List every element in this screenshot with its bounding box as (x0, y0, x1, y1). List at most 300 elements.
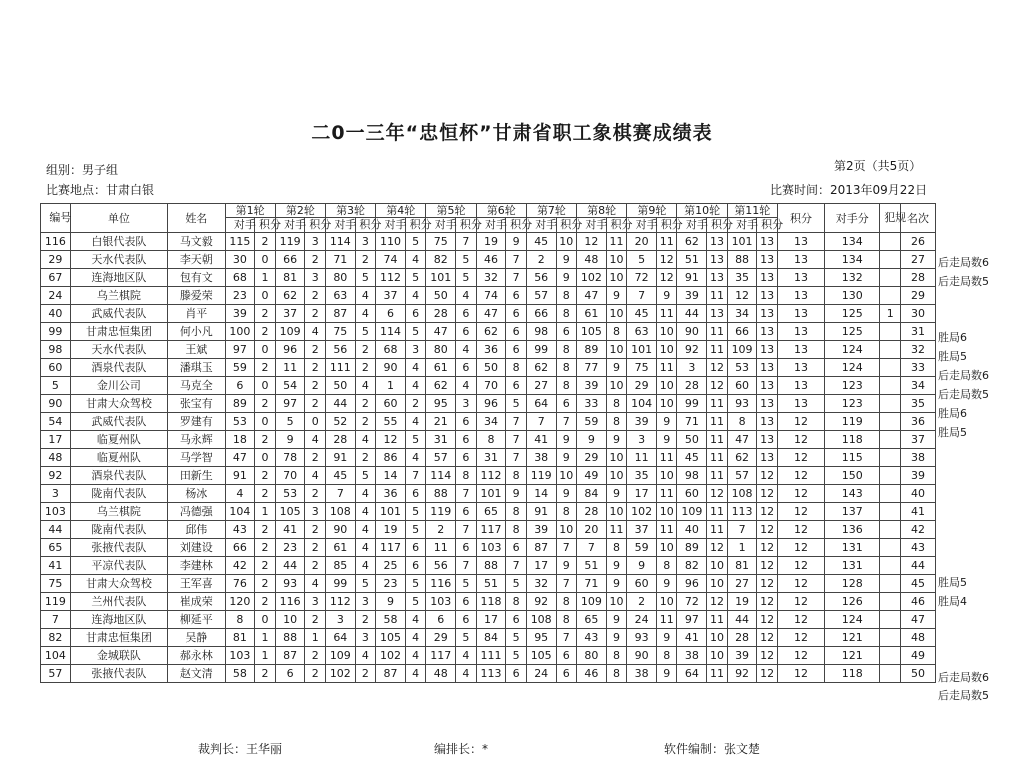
table-row (41, 395, 936, 413)
team-name: 酒泉代表队 (70, 359, 167, 377)
round-1-opponent: 100 (225, 323, 255, 341)
round-3-opponent: 7 (325, 485, 355, 503)
round-10-points: 11 (707, 467, 728, 485)
round-10-opponent: 3 (677, 359, 707, 377)
header-round-2: 第2轮 (275, 204, 325, 218)
remark: 胜局4 (938, 595, 967, 609)
header-no: 编号 (41, 204, 71, 233)
round-8-points: 8 (606, 323, 627, 341)
total-score: 12 (777, 557, 824, 575)
round-4-points: 4 (405, 287, 426, 305)
round-3-opponent: 3 (325, 611, 355, 629)
round-4-opponent: 105 (376, 629, 406, 647)
round-2-points: 2 (305, 647, 326, 665)
rank: 47 (900, 611, 935, 629)
round-7-points: 10 (556, 467, 577, 485)
foul-count (880, 287, 901, 305)
team-name: 张掖代表队 (70, 539, 167, 557)
round-10-points: 11 (707, 287, 728, 305)
round-9-points: 10 (656, 467, 677, 485)
remark: 胜局6 (938, 331, 967, 345)
round-1-points: 0 (255, 251, 276, 269)
header-round-10: 第10轮 (677, 204, 727, 218)
round-6-opponent: 19 (476, 233, 506, 251)
header-points: 积分 (305, 218, 326, 233)
round-6-opponent: 70 (476, 377, 506, 395)
round-10-points: 13 (707, 233, 728, 251)
total-score: 13 (777, 395, 824, 413)
round-1-opponent: 42 (225, 557, 255, 575)
round-6-opponent: 88 (476, 557, 506, 575)
round-3-opponent: 91 (325, 449, 355, 467)
round-7-opponent: 17 (526, 557, 556, 575)
round-8-points: 8 (606, 539, 627, 557)
rank: 29 (900, 287, 935, 305)
round-2-points: 2 (305, 305, 326, 323)
round-8-points: 9 (606, 431, 627, 449)
round-8-points: 8 (606, 413, 627, 431)
team-name: 连海地区队 (70, 611, 167, 629)
round-3-opponent: 71 (325, 251, 355, 269)
round-7-opponent: 56 (526, 269, 556, 287)
round-11-opponent: 88 (727, 251, 757, 269)
opponent-score: 131 (825, 557, 880, 575)
round-8-opponent: 61 (577, 305, 607, 323)
table-row (41, 341, 936, 359)
round-5-points: 4 (456, 377, 477, 395)
round-9-points: 10 (656, 323, 677, 341)
player-number: 57 (41, 665, 71, 683)
round-1-points: 2 (255, 467, 276, 485)
round-5-points: 5 (456, 629, 477, 647)
foul-count (880, 539, 901, 557)
team-name: 金川公司 (70, 377, 167, 395)
round-9-points: 12 (656, 251, 677, 269)
remark (938, 556, 1024, 575)
player-name: 冯德强 (168, 503, 225, 521)
round-7-points: 8 (556, 611, 577, 629)
round-5-points: 6 (456, 593, 477, 611)
foul-count (880, 395, 901, 413)
round-8-points: 10 (606, 341, 627, 359)
round-11-points: 12 (757, 665, 778, 683)
player-number: 104 (41, 647, 71, 665)
round-4-opponent: 55 (376, 413, 406, 431)
round-11-opponent: 8 (727, 413, 757, 431)
round-9-points: 9 (656, 287, 677, 305)
round-2-opponent: 81 (275, 269, 305, 287)
round-7-opponent: 24 (526, 665, 556, 683)
round-1-opponent: 104 (225, 503, 255, 521)
round-10-points: 12 (707, 377, 728, 395)
opponent-score: 126 (825, 593, 880, 611)
round-4-points: 6 (405, 539, 426, 557)
round-8-opponent: 7 (577, 539, 607, 557)
foul-count (880, 467, 901, 485)
round-8-points: 11 (606, 233, 627, 251)
round-10-points: 10 (707, 629, 728, 647)
rank: 33 (900, 359, 935, 377)
round-10-points: 11 (707, 665, 728, 683)
player-number: 3 (41, 485, 71, 503)
round-6-points: 6 (506, 665, 527, 683)
round-4-points: 5 (405, 269, 426, 287)
round-7-points: 6 (556, 665, 577, 683)
total-score: 12 (777, 413, 824, 431)
round-7-points: 7 (556, 413, 577, 431)
player-name: 郝永林 (168, 647, 225, 665)
round-9-opponent: 38 (627, 665, 657, 683)
round-6-points: 6 (506, 611, 527, 629)
round-9-points: 9 (656, 629, 677, 647)
round-4-points: 4 (405, 359, 426, 377)
round-1-points: 2 (255, 593, 276, 611)
round-1-opponent: 115 (225, 233, 255, 251)
round-9-opponent: 45 (627, 305, 657, 323)
round-10-opponent: 97 (677, 611, 707, 629)
opponent-score: 124 (825, 341, 880, 359)
opponent-score: 123 (825, 377, 880, 395)
rank: 49 (900, 647, 935, 665)
round-3-opponent: 28 (325, 431, 355, 449)
round-2-opponent: 53 (275, 485, 305, 503)
round-10-opponent: 39 (677, 287, 707, 305)
player-number: 99 (41, 323, 71, 341)
round-9-opponent: 11 (627, 449, 657, 467)
round-2-points: 2 (305, 611, 326, 629)
round-2-opponent: 105 (275, 503, 305, 521)
round-4-points: 6 (405, 485, 426, 503)
round-9-opponent: 93 (627, 629, 657, 647)
round-11-points: 12 (757, 593, 778, 611)
round-3-points: 2 (355, 413, 376, 431)
round-5-opponent: 88 (426, 485, 456, 503)
round-6-opponent: 34 (476, 413, 506, 431)
round-11-points: 12 (757, 629, 778, 647)
round-4-opponent: 14 (376, 467, 406, 485)
round-5-points: 4 (456, 287, 477, 305)
round-1-opponent: 103 (225, 647, 255, 665)
round-9-opponent: 9 (627, 557, 657, 575)
table-row (41, 287, 936, 305)
round-3-points: 4 (355, 377, 376, 395)
round-3-points: 3 (355, 233, 376, 251)
round-10-points: 10 (707, 575, 728, 593)
round-8-points: 10 (606, 503, 627, 521)
round-3-opponent: 80 (325, 269, 355, 287)
round-5-opponent: 61 (426, 359, 456, 377)
round-5-points: 6 (456, 323, 477, 341)
round-2-opponent: 54 (275, 377, 305, 395)
round-8-points: 9 (606, 557, 627, 575)
round-2-points: 3 (305, 503, 326, 521)
round-9-opponent: 29 (627, 377, 657, 395)
round-7-opponent: 57 (526, 287, 556, 305)
rank: 48 (900, 629, 935, 647)
round-5-points: 6 (456, 449, 477, 467)
round-6-opponent: 101 (476, 485, 506, 503)
player-name: 杨冰 (168, 485, 225, 503)
round-5-points: 5 (456, 269, 477, 287)
round-9-opponent: 2 (627, 593, 657, 611)
round-11-points: 13 (757, 413, 778, 431)
round-7-points: 8 (556, 287, 577, 305)
round-5-opponent: 21 (426, 413, 456, 431)
round-4-opponent: 12 (376, 431, 406, 449)
round-2-opponent: 87 (275, 647, 305, 665)
round-9-opponent: 39 (627, 413, 657, 431)
player-number: 60 (41, 359, 71, 377)
round-1-points: 0 (255, 377, 276, 395)
round-6-points: 9 (506, 233, 527, 251)
table-row (41, 485, 936, 503)
round-2-opponent: 93 (275, 575, 305, 593)
round-4-points: 6 (405, 557, 426, 575)
round-10-opponent: 62 (677, 233, 707, 251)
foul-count (880, 611, 901, 629)
remark (938, 631, 1024, 650)
player-number: 7 (41, 611, 71, 629)
round-4-opponent: 37 (376, 287, 406, 305)
player-name: 肖平 (168, 305, 225, 323)
round-5-points: 5 (456, 251, 477, 269)
team-name: 连海地区队 (70, 269, 167, 287)
remark: 后走局数5 (938, 274, 989, 288)
player-name: 邱伟 (168, 521, 225, 539)
header-round-8: 第8轮 (577, 204, 627, 218)
opponent-score: 118 (825, 665, 880, 683)
round-2-points: 2 (305, 395, 326, 413)
opponent-score: 137 (825, 503, 880, 521)
round-3-opponent: 85 (325, 557, 355, 575)
round-5-opponent: 48 (426, 665, 456, 683)
round-1-points: 2 (255, 395, 276, 413)
round-3-opponent: 45 (325, 467, 355, 485)
round-10-points: 11 (707, 611, 728, 629)
round-5-points: 6 (456, 431, 477, 449)
round-5-opponent: 95 (426, 395, 456, 413)
round-4-points: 5 (405, 323, 426, 341)
round-10-opponent: 38 (677, 647, 707, 665)
player-number: 116 (41, 233, 71, 251)
round-8-opponent: 9 (577, 431, 607, 449)
rank: 34 (900, 377, 935, 395)
header-foul: 犯规 (880, 204, 901, 233)
round-8-opponent: 29 (577, 449, 607, 467)
round-6-points: 8 (506, 593, 527, 611)
round-7-points: 6 (556, 395, 577, 413)
round-5-points: 6 (456, 539, 477, 557)
round-3-opponent: 50 (325, 377, 355, 395)
round-2-points: 2 (305, 449, 326, 467)
round-1-opponent: 66 (225, 539, 255, 557)
round-5-opponent: 116 (426, 575, 456, 593)
round-7-points: 9 (556, 557, 577, 575)
header-points: 积分 (556, 218, 577, 233)
table-row (41, 575, 936, 593)
round-3-opponent: 44 (325, 395, 355, 413)
round-4-points: 5 (405, 593, 426, 611)
round-1-opponent: 91 (225, 467, 255, 485)
total-score: 12 (777, 611, 824, 629)
round-10-points: 11 (707, 323, 728, 341)
rank: 46 (900, 593, 935, 611)
round-9-points: 9 (656, 413, 677, 431)
player-number: 90 (41, 395, 71, 413)
round-11-points: 12 (757, 611, 778, 629)
round-8-opponent: 49 (577, 467, 607, 485)
round-5-points: 4 (456, 341, 477, 359)
round-2-points: 2 (305, 521, 326, 539)
round-10-points: 11 (707, 431, 728, 449)
team-name: 乌兰棋院 (70, 287, 167, 305)
round-8-opponent: 28 (577, 503, 607, 521)
header-round-3: 第3轮 (325, 204, 375, 218)
round-4-opponent: 68 (376, 341, 406, 359)
round-8-opponent: 80 (577, 647, 607, 665)
header-opponent: 对手 (325, 218, 355, 233)
round-9-points: 8 (656, 647, 677, 665)
round-3-opponent: 64 (325, 629, 355, 647)
round-11-opponent: 62 (727, 449, 757, 467)
round-6-points: 6 (506, 377, 527, 395)
round-8-points: 10 (606, 305, 627, 323)
round-1-points: 2 (255, 323, 276, 341)
venue-label: 比赛地点：甘肃白银 (46, 183, 155, 197)
foul-count (880, 575, 901, 593)
round-7-opponent: 64 (526, 395, 556, 413)
round-11-points: 13 (757, 341, 778, 359)
round-11-points: 13 (757, 431, 778, 449)
round-10-opponent: 41 (677, 629, 707, 647)
player-name: 王斌 (168, 341, 225, 359)
header-opponent: 对手 (275, 218, 305, 233)
opponent-score: 119 (825, 413, 880, 431)
total-score: 12 (777, 629, 824, 647)
player-number: 92 (41, 467, 71, 485)
round-11-points: 13 (757, 449, 778, 467)
header-opponent: 对手 (627, 218, 657, 233)
header-opponent: 对手 (727, 218, 757, 233)
round-11-opponent: 108 (727, 485, 757, 503)
total-score: 12 (777, 575, 824, 593)
round-9-opponent: 5 (627, 251, 657, 269)
round-4-opponent: 6 (376, 305, 406, 323)
round-9-opponent: 35 (627, 467, 657, 485)
round-8-points: 10 (606, 269, 627, 287)
round-4-opponent: 9 (376, 593, 406, 611)
round-8-points: 8 (606, 395, 627, 413)
round-10-points: 11 (707, 413, 728, 431)
round-1-opponent: 30 (225, 251, 255, 269)
round-7-points: 9 (556, 431, 577, 449)
remark (938, 537, 1024, 556)
round-6-opponent: 17 (476, 611, 506, 629)
round-3-points: 5 (355, 467, 376, 485)
round-11-opponent: 92 (727, 665, 757, 683)
results-table (40, 203, 936, 683)
player-number: 17 (41, 431, 71, 449)
team-name: 酒泉代表队 (70, 467, 167, 485)
team-name: 武威代表队 (70, 413, 167, 431)
round-11-opponent: 34 (727, 305, 757, 323)
round-8-points: 9 (606, 485, 627, 503)
round-11-opponent: 101 (727, 233, 757, 251)
table-row (41, 323, 936, 341)
round-5-opponent: 2 (426, 521, 456, 539)
remark: 后走局数6 (938, 256, 989, 269)
round-9-points: 11 (656, 305, 677, 323)
header-opponent: 对手 (526, 218, 556, 233)
round-4-points: 4 (405, 377, 426, 395)
opponent-score: 150 (825, 467, 880, 485)
round-3-points: 2 (355, 449, 376, 467)
player-name: 李建林 (168, 557, 225, 575)
round-2-opponent: 78 (275, 449, 305, 467)
round-1-opponent: 81 (225, 629, 255, 647)
round-6-points: 5 (506, 395, 527, 413)
round-4-opponent: 60 (376, 395, 406, 413)
round-6-opponent: 36 (476, 341, 506, 359)
round-5-opponent: 31 (426, 431, 456, 449)
rank: 27 (900, 251, 935, 269)
round-8-opponent: 51 (577, 557, 607, 575)
round-8-points: 8 (606, 665, 627, 683)
rank: 31 (900, 323, 935, 341)
foul-count (880, 431, 901, 449)
round-11-points: 12 (757, 557, 778, 575)
round-11-points: 13 (757, 305, 778, 323)
remark (938, 499, 1024, 518)
round-3-points: 2 (355, 341, 376, 359)
round-11-points: 13 (757, 269, 778, 287)
round-3-opponent: 112 (325, 593, 355, 611)
team-name: 临夏州队 (70, 449, 167, 467)
round-3-points: 2 (355, 395, 376, 413)
header-points: 积分 (606, 218, 627, 233)
round-11-points: 13 (757, 359, 778, 377)
round-6-opponent: 112 (476, 467, 506, 485)
round-6-points: 5 (506, 629, 527, 647)
round-6-opponent: 103 (476, 539, 506, 557)
round-2-opponent: 119 (275, 233, 305, 251)
table-row (41, 611, 936, 629)
round-2-opponent: 10 (275, 611, 305, 629)
round-10-points: 12 (707, 485, 728, 503)
header-opponent: 对手 (677, 218, 707, 233)
round-7-points: 8 (556, 359, 577, 377)
round-9-points: 10 (656, 593, 677, 611)
total-score: 13 (777, 377, 824, 395)
round-10-points: 13 (707, 251, 728, 269)
header-rank: 名次 (900, 204, 935, 233)
rank: 37 (900, 431, 935, 449)
round-9-points: 11 (656, 521, 677, 539)
round-7-opponent: 99 (526, 341, 556, 359)
round-7-opponent: 27 (526, 377, 556, 395)
round-11-opponent: 93 (727, 395, 757, 413)
round-11-opponent: 60 (727, 377, 757, 395)
round-11-opponent: 35 (727, 269, 757, 287)
total-score: 12 (777, 593, 824, 611)
total-score: 12 (777, 467, 824, 485)
round-2-points: 1 (305, 629, 326, 647)
total-score: 13 (777, 287, 824, 305)
team-name: 兰州代表队 (70, 593, 167, 611)
round-10-opponent: 28 (677, 377, 707, 395)
round-1-opponent: 89 (225, 395, 255, 413)
round-1-points: 2 (255, 521, 276, 539)
